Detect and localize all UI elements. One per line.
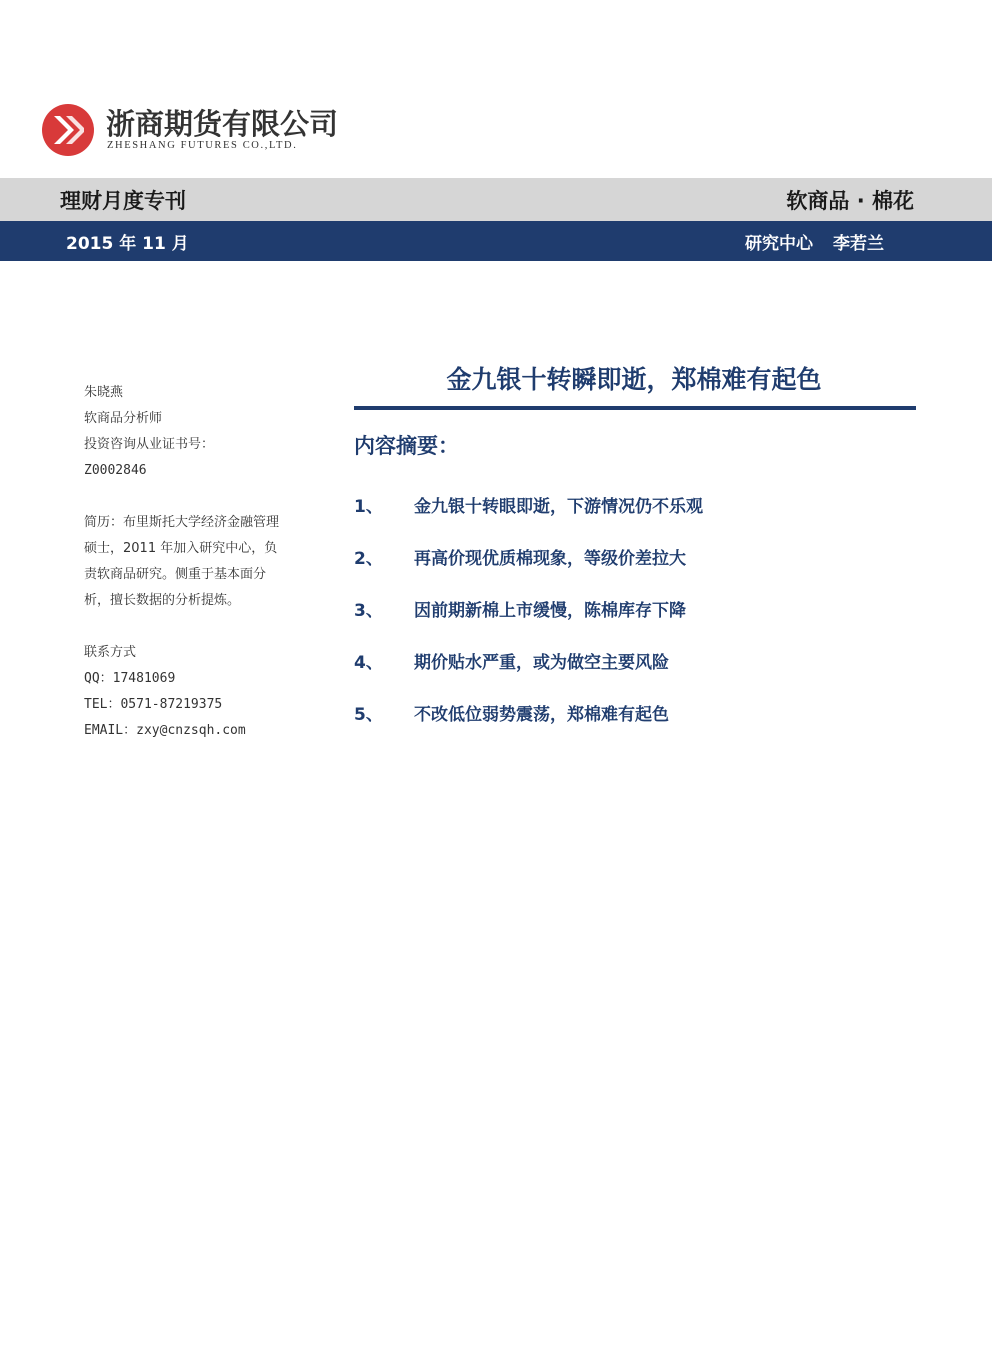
category-label: 软商品 · 棉花 xyxy=(786,189,914,213)
abstract-points xyxy=(354,488,914,748)
company-name-en: ZHESHANG FUTURES CO.,LTD. xyxy=(107,140,298,151)
point-number: 4、 xyxy=(354,653,383,673)
list-item xyxy=(354,644,914,696)
contact-tel: TEL：0571-87219375 xyxy=(84,697,223,712)
report-date: 2015 年 11 月 xyxy=(66,234,189,254)
point-number: 5、 xyxy=(354,705,383,725)
analyst-title: 软商品分析师 xyxy=(84,411,163,426)
company-name-cn: 浙商期货有限公司 xyxy=(106,107,339,141)
department: 研究中心 xyxy=(745,234,813,254)
point-text: 再高价现优质棉现象，等级价差拉大 xyxy=(414,549,686,569)
zheshang-logo-icon xyxy=(40,102,96,158)
point-number: 3、 xyxy=(354,601,383,621)
point-number: 1、 xyxy=(354,497,383,517)
company-logo xyxy=(40,100,339,160)
list-item xyxy=(354,696,914,748)
analyst-bio: 简历：布里斯托大学经济金融管理硕士，2011 年加入研究中心，负责软商品研究。侧重于基本面分析，擅长数据的分析提炼。 xyxy=(84,515,280,608)
cert-number: Z0002846 xyxy=(84,463,147,478)
point-number: 2、 xyxy=(354,549,383,569)
list-item xyxy=(354,540,914,592)
list-item xyxy=(354,592,914,644)
contact-email[interactable]: EMAIL：zxy@cnzsqh.com xyxy=(84,723,246,738)
contact-label: 联系方式 xyxy=(84,645,137,660)
author-name: 李若兰 xyxy=(833,234,884,254)
analyst-name: 朱晓燕 xyxy=(84,385,124,400)
point-text: 不改低位弱势震荡，郑棉难有起色 xyxy=(414,705,669,725)
point-text: 因前期新棉上市缓慢，陈棉库存下降 xyxy=(414,601,686,621)
list-item xyxy=(354,488,914,540)
analyst-sidebar xyxy=(84,380,294,744)
dept-author xyxy=(745,229,884,254)
header-band-navy xyxy=(0,221,992,261)
abstract-heading: 内容摘要： xyxy=(354,434,459,458)
title-divider xyxy=(354,406,916,410)
report-title: 金九银十转瞬即逝，郑棉难有起色 xyxy=(446,365,822,394)
header-band-gray xyxy=(0,178,992,221)
point-text: 金九银十转眼即逝，下游情况仍不乐观 xyxy=(414,497,703,517)
point-text: 期价贴水严重，或为做空主要风险 xyxy=(414,653,669,673)
publication-title: 理财月度专刊 xyxy=(60,189,186,213)
cert-label: 投资咨询从业证书号： xyxy=(84,437,215,452)
contact-qq: QQ：17481069 xyxy=(84,671,176,686)
